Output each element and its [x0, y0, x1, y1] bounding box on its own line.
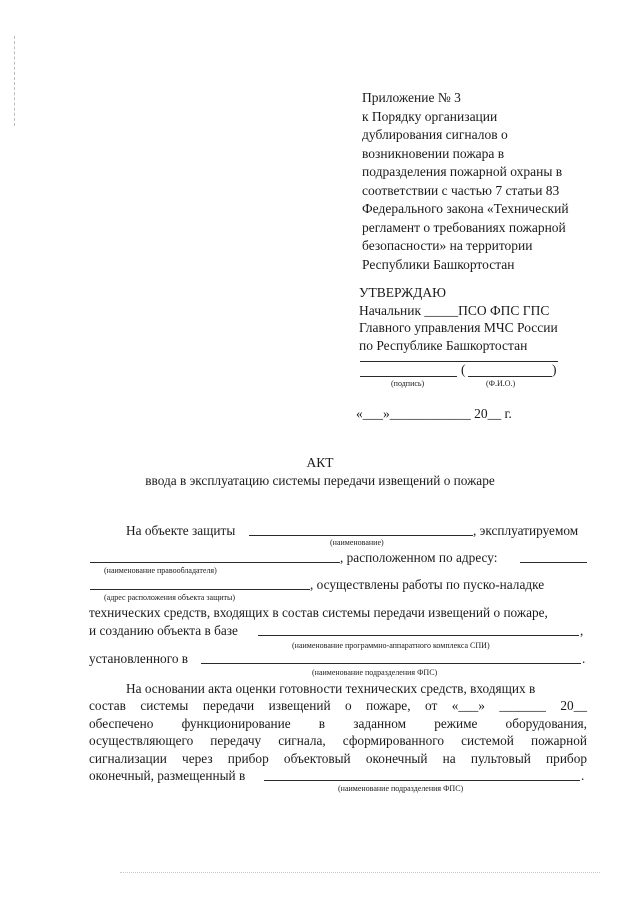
- p1-end: , эксплуатируемом: [473, 523, 579, 538]
- para2-line-5: сигнализации через прибор объектовый оконечный на пультовый прибор: [89, 751, 587, 766]
- p2-end: , расположенном по адресу:: [340, 550, 498, 565]
- fps-unit-field-2: [264, 780, 580, 781]
- scan-margin-mark: [14, 36, 16, 126]
- last-line-end: .: [581, 768, 585, 783]
- approval-position: Начальник _____ПСО ФПС ГПС: [359, 302, 550, 318]
- last-line-start: оконечный, размещенный в: [89, 768, 246, 783]
- annex-line-6: соответствии с частью 7 статьи 83: [362, 182, 560, 198]
- p1-start: На объекте защиты: [126, 523, 236, 538]
- p6-start: установленного в: [89, 651, 189, 666]
- fps-unit-field-1: [201, 663, 581, 664]
- approval-date: «___»____________ 20__ г.: [356, 406, 512, 421]
- caption-address: (адрес расположения объекта защиты): [104, 593, 236, 602]
- caption-fps-2: (наименование подразделения ФПС): [338, 784, 464, 793]
- approval-heading: УТВЕРЖДАЮ: [359, 285, 447, 300]
- approval-region: по Республике Башкортостан: [359, 337, 528, 353]
- annex-line-5: подразделения пожарной охраны в: [362, 164, 563, 179]
- caption-name: (наименование): [330, 538, 384, 547]
- scan-artifact-line: [120, 872, 600, 873]
- p4-text: технических средств, входящих в состав системы передачи извещений о пожаре,: [89, 605, 548, 620]
- p5-end: ,: [580, 623, 584, 638]
- caption-owner: (наименование правообладателя): [104, 566, 217, 575]
- address-field: [90, 589, 310, 590]
- caption-spi: (наименование программно-аппаратного комплекса СПИ): [292, 641, 490, 650]
- caption-fps-1: (наименование подразделения ФПС): [312, 668, 438, 677]
- approval-blank-line: [360, 361, 558, 362]
- fio-paren-close: ): [552, 362, 557, 377]
- spi-name-field: [258, 635, 579, 636]
- object-name-field: [249, 535, 473, 536]
- annex-line-8: регламент о требованиях пожарной: [362, 219, 566, 235]
- annex-line-3: дублирования сигналов о: [362, 127, 508, 142]
- para2-line-2: состав системы передачи извещений о пожаре, от «___» _______ 20__: [89, 698, 587, 713]
- annex-line-9: безопасности» на территории: [362, 238, 533, 253]
- act-title: АКТ: [306, 455, 334, 470]
- address-start-field: [520, 562, 587, 563]
- annex-line-2: к Порядку организации: [362, 108, 498, 124]
- p5-start: и созданию объекта в базе: [89, 623, 238, 638]
- para2-line-4: осуществляющего передачу сигнала, сформированного системой пожарной: [89, 733, 587, 748]
- annex-block: [362, 89, 569, 274]
- approval-block: [359, 284, 558, 354]
- p3-end: , осуществлены работы по пуско-наладке: [310, 577, 545, 592]
- para2-line-3: обеспечено функционирование в заданном режиме оборудования,: [89, 716, 587, 731]
- act-subtitle: ввода в эксплуатацию системы передачи извещений о пожаре: [145, 473, 495, 488]
- fio-paren-open: (: [461, 362, 466, 377]
- signature-line: [360, 376, 457, 377]
- signature-caption: (подпись): [391, 379, 425, 388]
- para2-line-1: На основании акта оценки готовности технических средств, входящих в: [126, 681, 536, 696]
- annex-line-7: Федерального закона «Технический: [362, 201, 569, 216]
- fio-caption: (Ф.И.О.): [486, 379, 516, 388]
- annex-line-1: Приложение № 3: [362, 90, 461, 105]
- annex-line-4: возникновении пожара в: [362, 145, 505, 161]
- fio-line: [468, 376, 552, 377]
- owner-field: [90, 562, 340, 563]
- annex-line-10: Республики Башкортостан: [362, 256, 515, 272]
- approval-department: Главного управления МЧС России: [359, 320, 558, 335]
- p6-end: .: [582, 651, 586, 666]
